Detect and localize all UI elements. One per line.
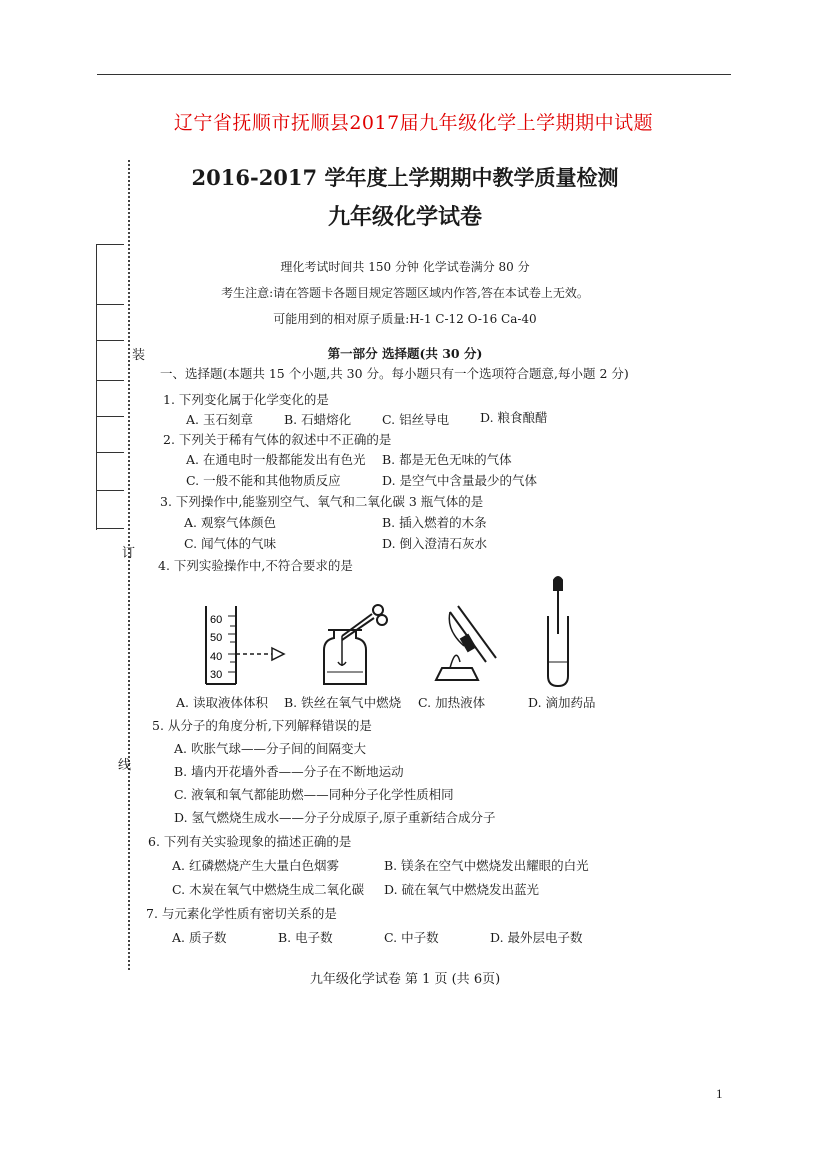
question-stem: 1. 下列变化属于化学变化的是 — [163, 392, 329, 407]
option: B. 墙内开花墙外香——分子在不断地运动 — [174, 764, 404, 779]
cylinder-tick-label: 40 — [210, 651, 223, 663]
question-stem: 6. 下列有关实验现象的描述正确的是 — [148, 834, 352, 849]
section-instructions: 一、选择题(本题共 15 个小题,共 30 分。每小题只有一个选项符合题意,每小题 2 分) — [160, 366, 629, 381]
option: D. 最外层电子数 — [490, 930, 583, 945]
atomic-masses: 可能用到的相对原子质量:H-1 C-12 O-16 Ca-40 — [273, 312, 537, 326]
question-stem: 2. 下列关于稀有气体的叙述中不正确的是 — [163, 432, 392, 447]
option: B. 镁条在空气中燃烧发出耀眼的白光 — [384, 858, 589, 873]
option: C. 中子数 — [384, 930, 439, 945]
cylinder-tick-label: 50 — [210, 632, 223, 644]
binding-strip-rule — [96, 340, 124, 341]
binding-mark-zhuang: 装 — [132, 348, 146, 363]
binding-mark-ding: 订 — [122, 546, 136, 561]
option: D. 是空气中含量最少的气体 — [382, 473, 538, 488]
option: B. 都是无色无味的气体 — [382, 452, 512, 467]
option: A. 质子数 — [172, 930, 227, 945]
option: D. 倒入澄清石灰水 — [382, 536, 488, 551]
binding-strip-rule — [96, 490, 124, 491]
option: C. 液氧和氧气都能助燃——同种分子化学性质相同 — [174, 787, 454, 802]
binding-strip-rule — [96, 452, 124, 453]
option: C. 加热液体 — [418, 695, 486, 710]
option: A. 读取液体体积 — [176, 695, 268, 710]
question-stem: 4. 下列实验操作中,不符合要求的是 — [158, 558, 353, 573]
cylinder-tick-label: 30 — [210, 669, 223, 681]
document-title: 辽宁省抚顺市抚顺县2017届九年级化学上学期期中试题 — [173, 112, 654, 134]
option: A. 红磷燃烧产生大量白色烟雾 — [172, 858, 339, 873]
option: D. 氢气燃烧生成水——分子分成原子,原子重新结合成分子 — [174, 810, 496, 825]
question-stem: 5. 从分子的角度分析,下列解释错误的是 — [152, 718, 372, 733]
option: D. 粮食酿醋 — [480, 410, 548, 425]
binding-strip-edge — [96, 244, 97, 530]
option: D. 滴加药品 — [528, 695, 596, 710]
option: A. 玉石刻章 — [186, 412, 253, 427]
heating-tube-icon — [436, 606, 496, 680]
binding-dotted-line — [128, 160, 130, 970]
option: C. 铝丝导电 — [382, 412, 450, 427]
binding-strip-rule — [96, 244, 124, 245]
option: C. 木炭在氧气中燃烧生成二氧化碳 — [172, 882, 365, 897]
binding-mark-xian: 线 — [118, 758, 132, 773]
option: D. 硫在氧气中燃烧发出蓝光 — [384, 882, 540, 897]
option: C. 一般不能和其他物质反应 — [186, 473, 341, 488]
option: B. 电子数 — [278, 930, 333, 945]
header-rule — [97, 74, 731, 75]
option: B. 石蜡熔化 — [284, 412, 352, 427]
binding-strip-rule — [96, 304, 124, 305]
binding-strip-rule — [96, 416, 124, 417]
exam-notice: 考生注意:请在答题卡各题目规定答题区域内作答,答在本试卷上无效。 — [221, 286, 589, 300]
binding-strip-rule — [96, 380, 124, 381]
section-title: 第一部分 选择题(共 30 分) — [327, 346, 483, 361]
exam-heading: 2016-2017 学年度上学期期中教学质量检测 — [191, 165, 619, 190]
page-footer: 九年级化学试卷 第 1 页 (共 6页) — [309, 972, 501, 987]
question-stem: 7. 与元素化学性质有密切关系的是 — [146, 906, 337, 921]
option: A. 观察气体颜色 — [184, 515, 276, 530]
dropper-test-tube-icon — [548, 577, 568, 686]
option: C. 闻气体的气味 — [184, 536, 277, 551]
option: B. 插入燃着的木条 — [382, 515, 487, 530]
option: A. 在通电时一般都能发出有色光 — [186, 452, 366, 467]
option: A. 吹胀气球——分子间的间隔变大 — [174, 741, 366, 756]
binding-strip-rule — [96, 528, 124, 529]
lab-operations-figure — [196, 576, 616, 688]
question-stem: 3. 下列操作中,能鉴别空气、氧气和二氧化碳 3 瓶气体的是 — [160, 494, 484, 509]
cylinder-tick-label: 60 — [210, 614, 223, 626]
exam-time-info: 理化考试时间共 150 分钟 化学试卷满分 80 分 — [280, 260, 530, 274]
gas-bottle-tongs-icon — [324, 605, 387, 684]
exam-subheading: 九年级化学试卷 — [327, 204, 482, 230]
page-number: 1 — [716, 1086, 723, 1101]
option: B. 铁丝在氧气中燃烧 — [284, 695, 402, 710]
